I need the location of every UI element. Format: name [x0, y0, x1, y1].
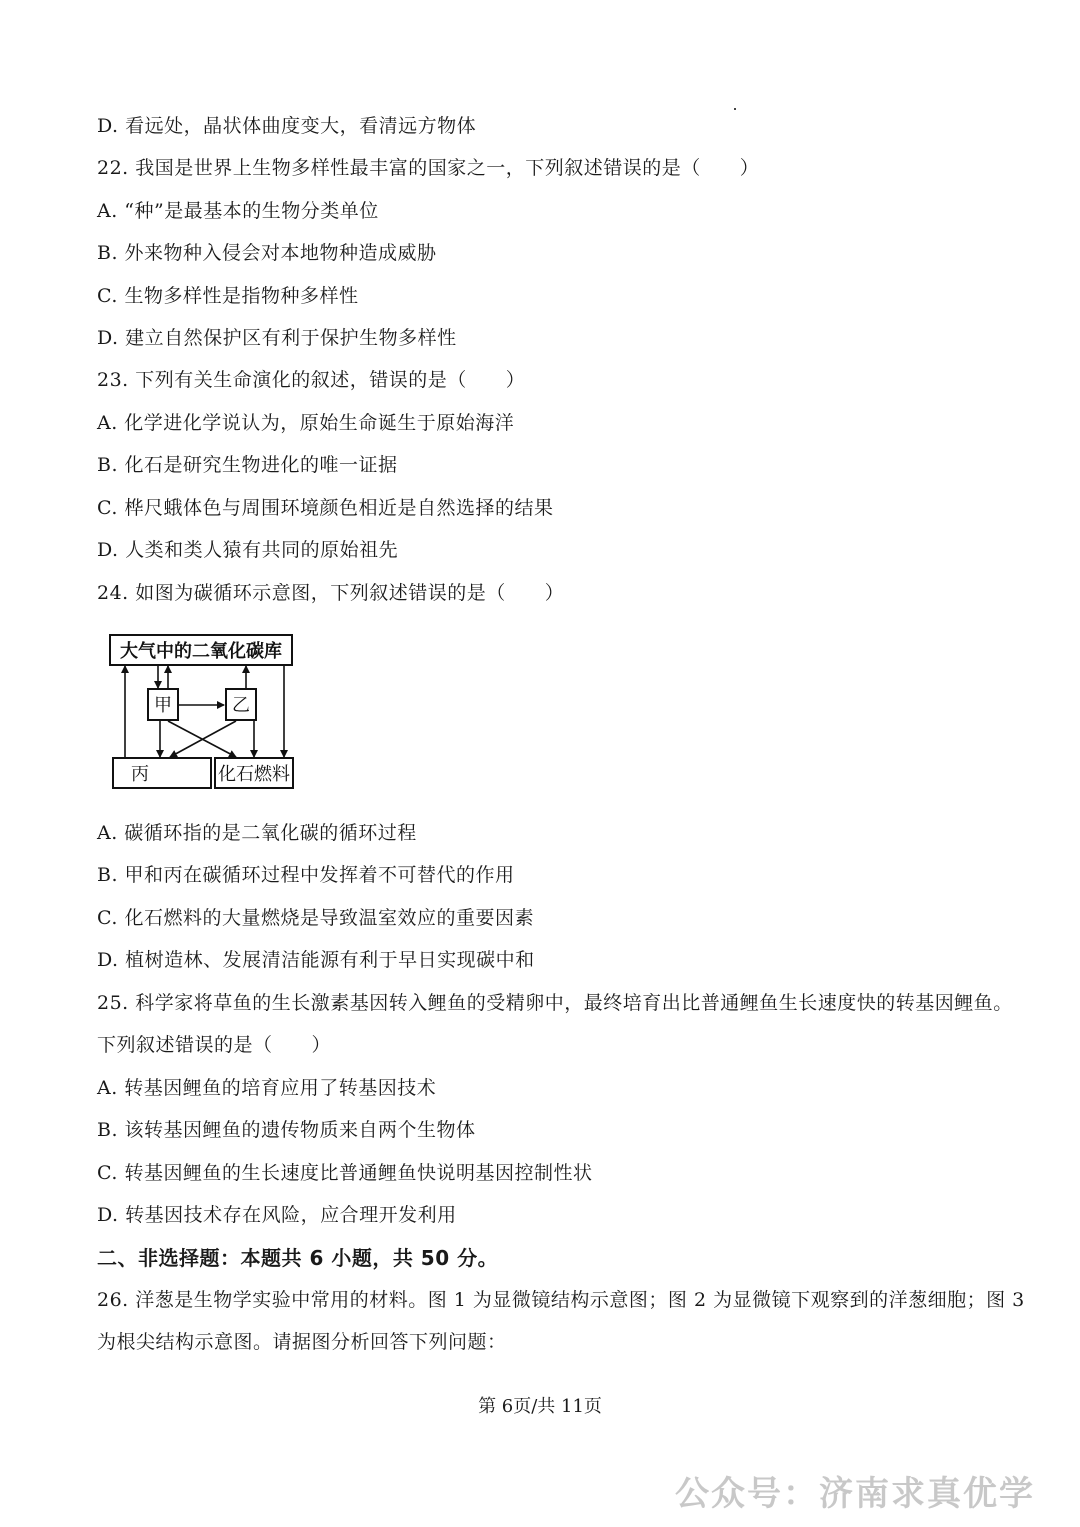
q24-option-d: D. 植树造林、发展清洁能源有利于早日实现碳中和	[97, 949, 535, 971]
q23-stem: 23. 下列有关生命演化的叙述，错误的是（ ）	[97, 369, 526, 391]
watermark: 公众号：济南求真优学	[675, 1474, 1035, 1514]
yi-label: 乙	[232, 695, 250, 716]
bing-box	[113, 758, 211, 788]
q23-option-d: D. 人类和类人猿有共同的原始祖先	[97, 539, 399, 561]
stray-dot	[734, 108, 736, 110]
q22-option-b: B. 外来物种入侵会对本地物种造成威胁	[97, 242, 437, 264]
q25-stem-line2: 下列叙述错误的是（ ）	[97, 1034, 332, 1056]
section-heading-nonchoice: 二、非选择题：本题共 6 小题，共 50 分。	[97, 1246, 499, 1270]
q25-stem-line1: 25. 科学家将草鱼的生长激素基因转入鲤鱼的受精卵中，最终培育出比普通鲤鱼生长速度快的转基因鲤鱼。	[97, 992, 1013, 1014]
co2-pool-label: 大气中的二氧化碳库	[120, 641, 282, 662]
q25-option-c: C. 转基因鲤鱼的生长速度比普通鲤鱼快说明基因控制性状	[97, 1162, 593, 1184]
q22-option-a: A. “种”是最基本的生物分类单位	[97, 200, 379, 222]
q25-option-a: A. 转基因鲤鱼的培育应用了转基因技术	[97, 1077, 437, 1099]
bing-label: 丙	[131, 764, 149, 785]
jia-label: 甲	[154, 695, 172, 716]
fossil-fuel-label: 化石燃料	[218, 764, 290, 785]
q22-option-c: C. 生物多样性是指物种多样性	[97, 285, 359, 307]
q22-stem: 22. 我国是世界上生物多样性最丰富的国家之一，下列叙述错误的是（ ）	[97, 157, 760, 179]
q24-option-a: A. 碳循环指的是二氧化碳的循环过程	[97, 822, 417, 844]
page-footer: 第 6页/共 11页	[478, 1396, 602, 1417]
q25-option-b: B. 该转基因鲤鱼的遗传物质来自两个生物体	[97, 1119, 476, 1141]
q26-stem-line1: 26. 洋葱是生物学实验中常用的材料。图 1 为显微镜结构示意图；图 2 为显微镜下观察到的洋葱细胞；图 3	[97, 1289, 1025, 1311]
q24-stem: 24. 如图为碳循环示意图，下列叙述错误的是（ ）	[97, 582, 565, 604]
carbon-cycle-diagram	[108, 628, 298, 793]
q23-option-a: A. 化学进化学说认为，原始生命诞生于原始海洋	[97, 412, 515, 434]
q23-option-c: C. 桦尺蛾体色与周围环境颜色相近是自然选择的结果	[97, 497, 554, 519]
q25-option-d: D. 转基因技术存在风险，应合理开发利用	[97, 1204, 457, 1226]
q24-option-c: C. 化石燃料的大量燃烧是导致温室效应的重要因素	[97, 907, 534, 929]
q22-option-d: D. 建立自然保护区有利于保护生物多样性	[97, 327, 457, 349]
q23-option-b: B. 化石是研究生物进化的唯一证据	[97, 454, 398, 476]
q21-option-d: D. 看远处，晶状体曲度变大，看清远方物体	[97, 115, 477, 137]
q24-option-b: B. 甲和丙在碳循环过程中发挥着不可替代的作用	[97, 864, 515, 886]
q26-stem-line2: 为根尖结构示意图。请据图分析回答下列问题：	[97, 1331, 507, 1353]
